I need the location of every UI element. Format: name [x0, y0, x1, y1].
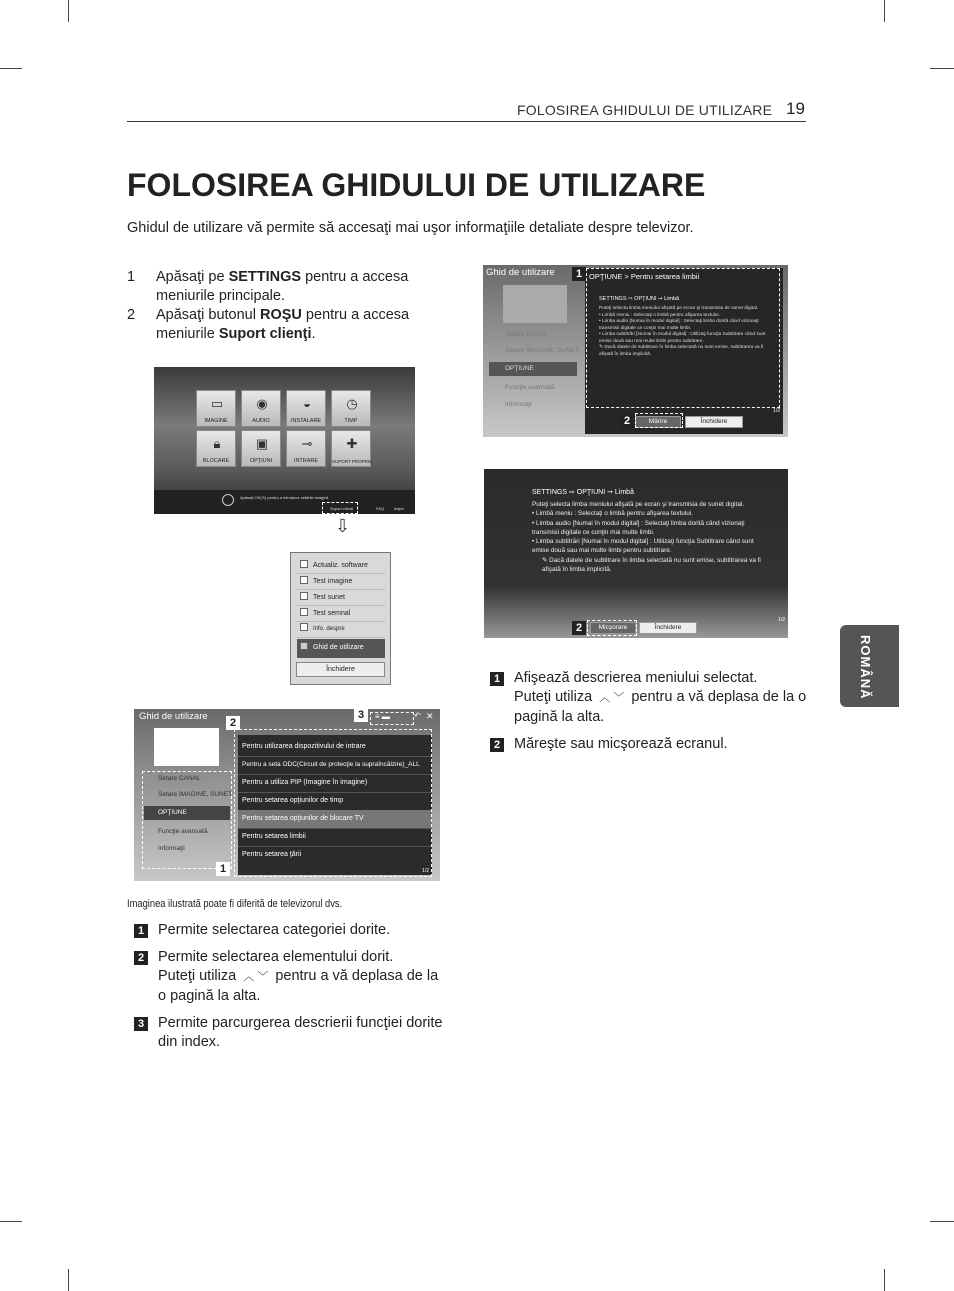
page-number: 19	[786, 99, 805, 118]
detail-body: Puteţi selecta limba meniului afişată pe ecran şi transmisia de sunet digital. • Limbă meniu : Selectaţi o limbă pentru afişarea textului. • Limba audio [Numai în modul digital] : Selectaţi limba dorită când vizionaţi transmisii digitale ce conţin mai multe limbi. • Limba subtitrări [Numai în modul digital] : Utilizaţi funcţia Subtitrare când sunt emise două sau mai multe limbi pentru subtitrare. ✎ Dacă datele de subtitrare în limba selectată nu sunt emise, subtitrarea va fi afişată în limba implicită.	[599, 306, 766, 357]
support-menu	[290, 552, 391, 685]
plug-icon: ⊸	[301, 436, 313, 451]
tile-audio[interactable]: ◉ AUDIO	[241, 390, 281, 427]
step-number: 2	[127, 307, 136, 323]
intro-text: Ghidul de utilizare vă permite să accesaţi mai uşor informaţiile detaliate despre televizor.	[127, 220, 694, 236]
category-item[interactable]: Informaţii	[158, 845, 185, 852]
guide-item[interactable]: Pentru a utiliza PIP (Imagine în imagine)	[238, 774, 432, 793]
guide-item[interactable]: Pentru a seta ODC(Circuit de protecţie la supraîncălzire)_ALL	[238, 756, 432, 775]
step-1	[127, 268, 427, 306]
detail-path: SETTINGS ⇨ OPŢIUNI ➙ Limbă	[599, 296, 680, 302]
running-header: FOLOSIREA GHIDULUI DE UTILIZARE	[517, 102, 773, 118]
tile-blocare[interactable]: 🔒︎ BLOCARE	[196, 430, 236, 467]
satellite-icon: ◒	[303, 396, 311, 411]
step-text: Apăsaţi pe SETTINGS pentru a accesa meniurile principale.	[156, 269, 409, 304]
briefcase-icon: ▣	[255, 436, 269, 451]
checkbox-icon	[300, 608, 308, 616]
clock-icon: ◷	[346, 396, 358, 411]
guide-screen-zoomed	[484, 469, 788, 638]
book-icon	[300, 642, 308, 650]
close-icon[interactable]: ✕	[426, 711, 434, 721]
zoom-highlight	[587, 620, 637, 636]
steps-list	[127, 268, 427, 344]
support-item[interactable]: Test imagine	[297, 574, 385, 590]
speaker-icon: ◉	[256, 396, 268, 411]
zoom-highlight	[635, 413, 683, 428]
page-indicator: 1/2	[422, 868, 429, 874]
category-item[interactable]: Setare IMAGINE, SUNET	[505, 347, 580, 354]
language-tab: ROMÂNĂ	[840, 625, 899, 707]
legend-item: 1 Permite selectarea categoriei dorite.	[134, 921, 444, 940]
category-selected-bg	[144, 806, 230, 820]
step-text: Apăsaţi butonul ROŞU pentru a accesa meniurile Suport clienţi.	[156, 307, 410, 342]
zoom-out-button[interactable]: Micşorare	[590, 622, 636, 634]
tile-imagine[interactable]: ▭ IMAGINE	[196, 390, 236, 427]
tv-home-menu	[154, 367, 415, 514]
badge-1: 1	[572, 267, 586, 281]
category-item-selected[interactable]: OPŢIUNE	[505, 365, 534, 372]
category-item[interactable]: Setare IMAGINE, SUNET	[158, 791, 233, 798]
category-item-selected[interactable]: OPŢIUNE	[158, 809, 187, 816]
checkbox-icon	[300, 623, 308, 631]
guide-item[interactable]: Pentru utilizarea dispozitivului de intrare	[238, 738, 432, 757]
zoom-body: Puteţi selecta limba meniului afişată pe ecran şi transmisia de sunet digital. • Limbă meniu : Selectaţi o limbă pentru afişarea textului. • Limba audio [Numai în modul digital] : Selectaţi limba dorită când vizionaţi transmisii digitale ce conţin mai multe limbi. • Limba subtitrări [Numai în modul digital] : Utilizaţi funcţia Subtitrare când sunt emise două sau mai multe limbi pentru subtitrare. ✎ Dacă datele de subtitrare în limba selectată nu sunt emise, subtitrarea va fi afişată în limba implicită.	[532, 501, 761, 574]
back-icon[interactable]: ↶	[414, 711, 421, 720]
remote-ok-icon	[222, 494, 234, 506]
support-icon: ✚	[346, 436, 358, 451]
step-number: 1	[127, 269, 136, 285]
badge-1: 1	[216, 862, 230, 876]
tile-intrare[interactable]: ⊸ INTRARE	[286, 430, 326, 467]
preview-thumbnail	[503, 285, 567, 323]
support-highlight	[322, 502, 358, 514]
guide-screen-index	[134, 709, 440, 881]
support-item-guide[interactable]: Ghid de utilizare	[297, 639, 385, 658]
close-button[interactable]: Închidere	[639, 622, 697, 634]
page-title: FOLOSIREA GHIDULUI DE UTILIZARE	[127, 167, 706, 203]
checkbox-icon	[300, 576, 308, 584]
support-hint[interactable]: Suport clienţi	[330, 506, 354, 511]
guide-title: Ghid de utilizare	[139, 711, 208, 722]
legend-item: 2 Permite selectarea elementului dorit. Puteţi utiliza ︿ ﹀ pentru a vă deplasa de la o pagină la alta.	[134, 948, 444, 1006]
guide-title: Ghid de utilizare	[486, 267, 555, 278]
page-indicator: 1/2	[778, 617, 785, 623]
tile-optiuni[interactable]: ▣ OPŢIUNI	[241, 430, 281, 467]
checkbox-icon	[300, 592, 308, 600]
guide-item[interactable]: Pentru setarea ţării	[242, 851, 302, 858]
legend-right	[490, 669, 810, 762]
support-item[interactable]: Test sunet	[297, 590, 385, 606]
category-item[interactable]: Setare CANAL	[158, 775, 201, 782]
category-highlight	[142, 771, 232, 869]
arrow-down-icon: ⇩	[335, 516, 351, 536]
category-item[interactable]: Setare CANAL	[505, 331, 548, 338]
index-icon[interactable]: ≡ ▬	[375, 712, 390, 721]
close-button[interactable]: Închidere	[296, 662, 385, 677]
preview-thumbnail	[154, 728, 219, 766]
guide-item-selected[interactable]: Pentru setarea opţiunilor de blocare TV	[238, 810, 432, 829]
legend-item: 2 Măreşte sau micşorează ecranul.	[490, 735, 810, 754]
zoom-in-button[interactable]: Mărire	[635, 416, 681, 428]
chevron-up-down-icon: ︿ ﹀	[243, 971, 269, 983]
guide-item[interactable]: Pentru setarea opţiunilor de timp	[238, 792, 432, 811]
lock-icon: 🔒︎	[213, 436, 221, 451]
tile-instalare[interactable]: ◒ INSTALARE	[286, 390, 326, 427]
category-item[interactable]: Informaţii	[505, 401, 532, 408]
close-button[interactable]: Închidere	[685, 416, 743, 428]
home-tip: Apăsaţi OK(⊙) pentru a introduce setările imaginii.	[240, 495, 330, 500]
faq-hint[interactable]: FAQ	[376, 506, 385, 511]
support-item[interactable]: Info. despre	[297, 622, 385, 638]
support-item[interactable]: Actualiz. software	[297, 558, 385, 574]
category-item[interactable]: Funcţie avansată	[158, 828, 208, 835]
guide-item[interactable]: Pentru setarea limbii	[238, 828, 432, 847]
exit-hint[interactable]: Ieşire	[394, 506, 404, 511]
badge-3: 3	[354, 709, 368, 722]
zoom-path: SETTINGS ⇨ OPŢIUNI ➙ Limbă	[532, 489, 634, 496]
badge-2: 2	[572, 621, 586, 635]
page-indicator: 1/2	[773, 408, 780, 414]
detail-highlight	[586, 268, 780, 408]
tile-suport-propriu[interactable]: ✚ SUPORT PROPRIU	[331, 430, 371, 467]
step-2	[127, 306, 427, 344]
tile-timp[interactable]: ◷ TIMP	[331, 390, 371, 427]
legend-item: 1 Afişează descrierea meniului selectat. Puteţi utiliza ︿ ﹀ pentru a vă deplasa de la o pagină la alta.	[490, 669, 810, 727]
badge-2: 2	[620, 414, 634, 428]
badge-2: 2	[226, 716, 240, 730]
legend-left	[134, 921, 444, 1060]
monitor-icon: ▭	[210, 396, 224, 411]
image-caption: Imaginea ilustrată poate fi diferită de televizorul dvs.	[127, 898, 343, 910]
support-item[interactable]: Test semnal	[297, 606, 385, 622]
detail-header: OPŢIUNE > Pentru setarea limbii	[589, 272, 700, 281]
legend-item: 3 Permite parcurgerea descrierii funcţiei dorite din index.	[134, 1014, 444, 1052]
guide-screen-detail	[483, 265, 788, 437]
chevron-up-down-icon: ︿ ﹀	[599, 692, 625, 704]
items-highlight	[234, 729, 432, 877]
checkbox-icon	[300, 560, 308, 568]
header-rule	[127, 121, 806, 122]
category-item[interactable]: Funcţie avansată	[505, 384, 555, 391]
